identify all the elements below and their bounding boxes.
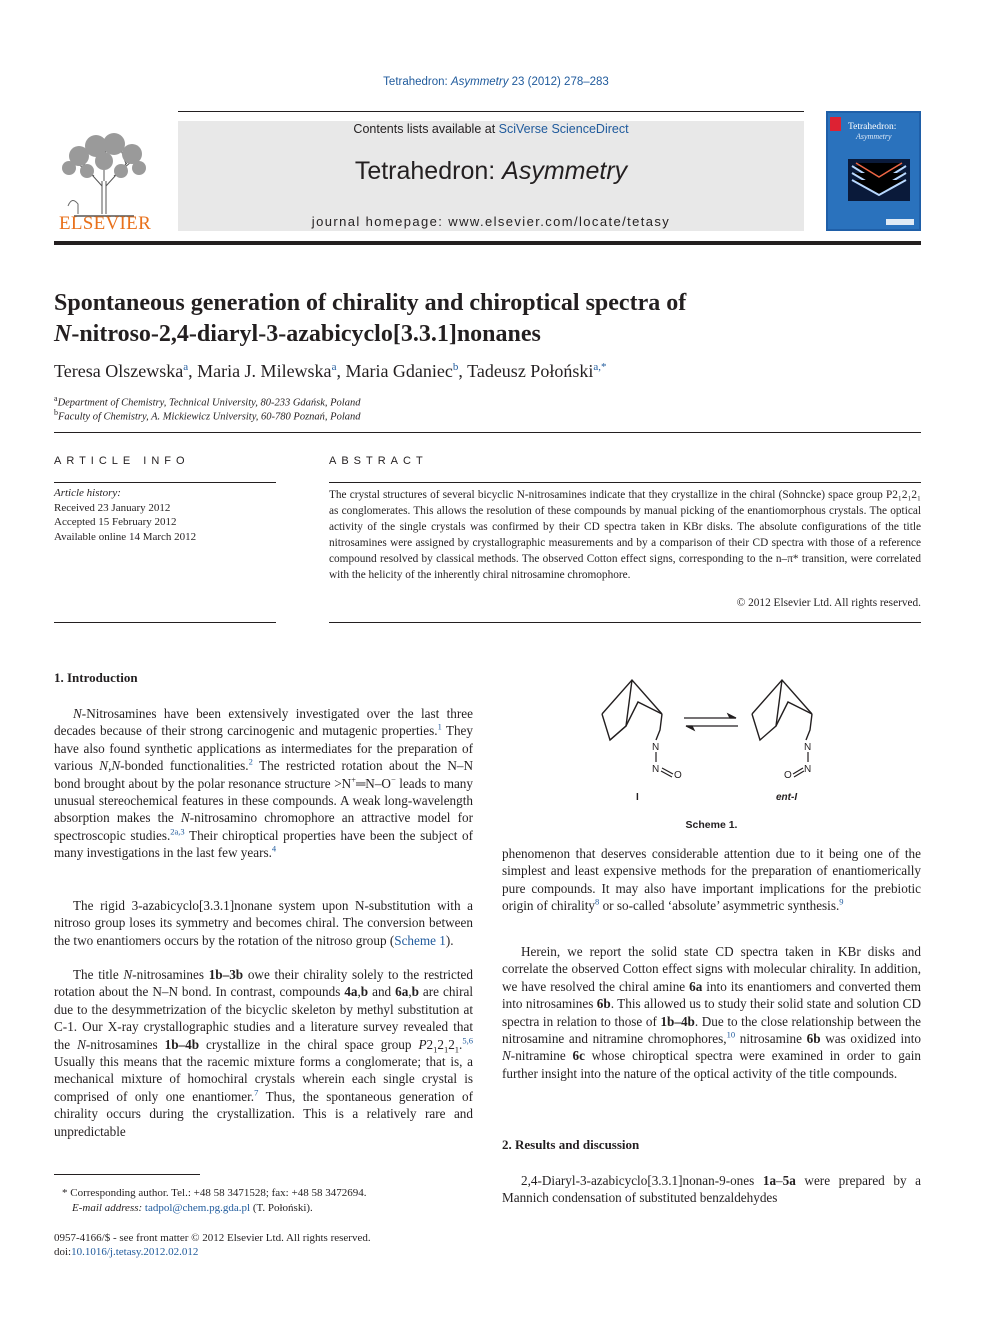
doi-link[interactable]: 10.1016/j.tetasy.2012.02.012: [71, 1246, 199, 1258]
divider: [329, 482, 921, 483]
sciencedirect-link[interactable]: SciVerse ScienceDirect: [498, 122, 629, 136]
body-paragraph: Herein, we report the solid state CD spectra taken in KBr disks and correlate the observed Cotton effect signs with molecular chirality. In addition, we have resolved the chiral amine 6a into its enantiomers and converted them into nitrosamines 6b. This allowed us to study their solid state and solution CD spectra in relation to those of 1b–4b. Due to the close relationship between the nitrosamine and nitramine chromophores,$^{10}$ nitrosamine 6b was oxidized into N-nitramine 6c whose chiroptical spectra were examined in order to gain further insight into the nature of the optical activity of the title compounds.: [502, 944, 922, 1081]
publisher-name: ELSEVIER: [58, 213, 152, 234]
atom-o: O: [674, 770, 682, 781]
footnote-rule: [54, 1174, 200, 1175]
corresponding-author-footnote: * Corresponding author. Tel.: +48 58 3471528; fax: +48 58 3472694. E-mail address: tadpol@chem.pg.gda.pl (T. Połoński).: [62, 1187, 367, 1214]
author-affil-marker[interactable]: a: [331, 361, 337, 373]
body-paragraph: N-Nitrosamines have been extensively investigated over the last three decades because of their strong carcinogenic and mutagenic properties.$^1$ They have also found synthetic applications as intermediates for the preparation of various N,N-bonded functionalities.$^2$ The restricted rotation about the N–N bond brought about by the polar resonance structure >N+═N–O− leads to many unusual stereochemical features in these compounds. A weak long-wavelength absorption makes the N-nitrosamino chromophore an attractive model for spectroscopic studies.$^{2a,3}$ Their chiroptical properties have been the subject of many investigations in the last few years.$^4$: [54, 706, 473, 861]
affiliation-b: $^b$Faculty of Chemistry, A. Mickiewicz University, 60-780 Poznań, Poland: [54, 408, 361, 423]
equilibrium-arrows: [684, 714, 738, 730]
affiliation-a: $^a$Department of Chemistry, Technical University, 80-233 Gdańsk, Poland: [54, 394, 361, 409]
section-heading-results: 2. Results and discussion: [502, 1137, 640, 1152]
article-history: [54, 486, 196, 544]
doi-line: doi:10.1016/j.tetasy.2012.02.012: [54, 1246, 199, 1258]
label-right: ent-I: [776, 792, 798, 803]
atom-n: N: [652, 764, 660, 775]
divider: [54, 432, 921, 433]
divider: [329, 622, 921, 623]
label-left: I: [636, 792, 639, 803]
author-name[interactable]: Teresa Olszewska: [54, 361, 184, 381]
issn-line: 0957-4166/$ - see front matter © 2012 Elsevier Ltd. All rights reserved.: [54, 1232, 371, 1244]
accepted-date: Accepted 15 February 2012: [54, 516, 177, 528]
journal-citation[interactable]: Tetrahedron: Asymmetry 23 (2012) 278–283: [383, 76, 609, 88]
section-heading-introduction: 1. Introduction: [54, 670, 138, 685]
atom-n: N: [804, 742, 812, 753]
author-affil-marker[interactable]: a: [183, 361, 189, 373]
issn-doi-block: [54, 1231, 371, 1259]
divider: [54, 622, 276, 623]
article-title: [54, 288, 924, 350]
history-label: Article history:: [54, 487, 121, 499]
body-paragraph: phenomenon that deserves considerable attention due to it being one of the simplest and least expensive methods for the preparation of enantiomerically pure compounds. It may also have important implications for the prebiotic origin of chirality$^8$ or so-called ‘absolute’ asymmetric synthesis.$^9$: [502, 846, 921, 914]
journal-cover: [826, 111, 921, 231]
journal-homepage[interactable]: journal homepage: www.elsevier.com/locate/tetasy: [311, 214, 671, 229]
title-line-2: N-nitroso-2,4-diaryl-3-azabicyclo[3.3.1]nonanes: [54, 321, 541, 347]
atom-n: N: [804, 764, 812, 775]
journal-title: Tetrahedron: Asymmetry: [354, 157, 628, 185]
contents-line: Contents lists available at SciVerse ScienceDirect: [353, 122, 629, 136]
scheme-1-diagram: [586, 672, 854, 812]
scheme-link[interactable]: Scheme 1: [394, 932, 446, 948]
header-rule: [54, 241, 921, 245]
author-affil-marker[interactable]: a,*: [593, 361, 607, 373]
cover-title: Tetrahedron:: [848, 122, 897, 132]
online-date: Available online 14 March 2012: [54, 530, 197, 543]
bicyclic-structure-right: [752, 680, 812, 740]
atom-n: N: [652, 742, 660, 753]
cover-subtitle: Asymmetry: [856, 132, 892, 141]
body-paragraph: The rigid 3-azabicyclo[3.3.1]nonane system upon N-substitution with a nitroso group loses its symmetry and becomes chiral. The conversion between the two enantiomers occurs by the rotation of the nitroso group (Scheme 1).: [54, 898, 473, 948]
author-name[interactable]: Maria Gdaniec: [345, 361, 453, 381]
copyright: © 2012 Elsevier Ltd. All rights reserved.: [736, 597, 921, 609]
author-affil-marker[interactable]: b: [452, 361, 459, 373]
email-link[interactable]: tadpol@chem.pg.gda.pl: [144, 1201, 251, 1214]
received-date: Received 23 January 2012: [54, 501, 171, 514]
title-line-1: Spontaneous generation of chirality and chiroptical spectra of: [54, 290, 687, 316]
bicyclic-structure-left: [602, 680, 662, 740]
author-name[interactable]: Maria J. Milewska: [197, 361, 332, 381]
abstract-text: The crystal structures of several bicyclic N-nitrosamines indicate that they crystallize in the chiral (Sohncke) space group P2₁2₁2₁ as conglomerates. This allows the resolution of these compounds by manual picking of the enantiomorphous crystals. The optical activity of the single crystals was confirmed by their CD spectra taken in KBr disks. The absolute configurations of the title nitrosamines were assigned by crystallographic measurements and by a comparison of their CD spectra with those of a reference compound resolved by classical methods. The observed Cotton effect signs, corresponding to the n–π* transition, were correlated with the helicity of the inherently chiral nitrosamine chromophore.: [329, 489, 921, 581]
author-name[interactable]: Tadeusz Połoński: [467, 361, 594, 381]
atom-o: O: [784, 770, 792, 781]
author-list: Teresa Olszewska$^a$, Maria J. Milewska$^a$, Maria Gdaniec$^b$, Tadeusz Połoński$^{a,*}$: [54, 361, 607, 381]
body-paragraph: 2,4-Diaryl-3-azabicyclo[3.3.1]nonan-9-ones 1a–5a were prepared by a Mannich condensation of substituted benzaldehydes: [502, 1173, 921, 1206]
header-top-rule: [178, 111, 804, 112]
divider: [54, 482, 276, 483]
scheme-caption: Scheme 1.: [685, 819, 738, 831]
body-paragraph: The title N-nitrosamines 1b–3b owe their chirality solely to the restricted rotation about the N–N bond. In contrast, compounds 4a,b and 6a,b are chiral due to the desymmetrization of the bicyclic skeleton by methyl substitution at C-1. Our X-ray crystallographic studies and a literature survey revealed that the N-nitrosamines 1b–4b crystallize in the chiral space group $P2_12_12_1.^{5,6}$ Usually this means that the racemic mixture forms a conglomerate; that is, a mechanical mixture of homochiral crystals wherein each single crystal is comprised of only one enantiomer.$^7$ Thus, the spontaneous generation of chirality occurs during the crystallization. This is a relatively rare and unpredictable: [54, 967, 474, 1139]
article-info-heading: ARTICLE INFO: [54, 455, 190, 467]
abstract-heading: ABSTRACT: [329, 455, 428, 467]
